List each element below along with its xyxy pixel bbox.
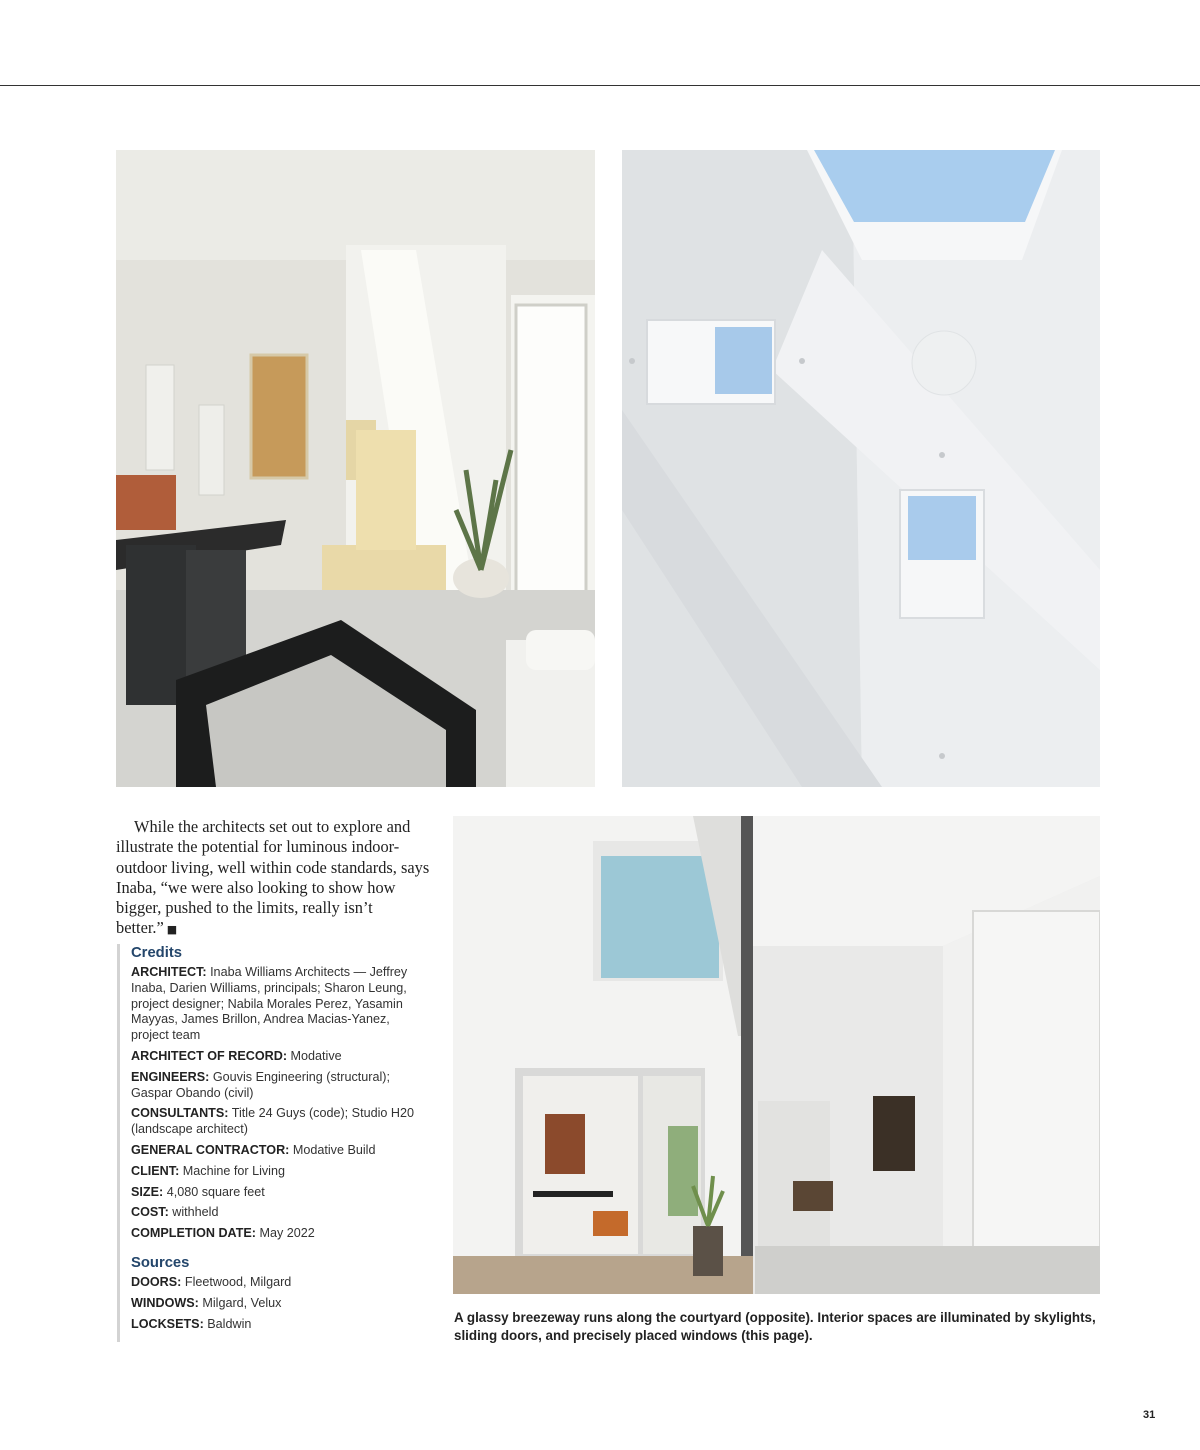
source-value: Baldwin bbox=[207, 1316, 252, 1331]
source-label: DOORS: bbox=[131, 1274, 182, 1289]
credit-value: Modative bbox=[290, 1048, 342, 1063]
sources-heading: Sources bbox=[131, 1254, 190, 1271]
credit-value: Inaba Williams Architects — Jeffrey Inaba, Darien Williams, principals; Sharon Leung, project designer; Nabila Morales Perez, Yasamin Mayyas, James Brillon, Andrea Macias-Yanez, project team bbox=[131, 965, 408, 1043]
credit-value: 4,080 square feet bbox=[166, 1184, 265, 1199]
credit-item bbox=[131, 1106, 427, 1138]
article-body-paragraph bbox=[116, 817, 434, 941]
credit-label: CONSULTANTS: bbox=[131, 1106, 229, 1121]
source-item bbox=[131, 1317, 427, 1333]
page-number: 31 bbox=[1143, 1409, 1156, 1421]
credit-item bbox=[131, 1070, 427, 1102]
source-value: Milgard, Velux bbox=[202, 1295, 282, 1310]
source-item bbox=[131, 1275, 427, 1291]
credit-item bbox=[131, 1143, 427, 1159]
source-label: WINDOWS: bbox=[131, 1295, 199, 1310]
credit-item bbox=[131, 1205, 427, 1221]
credit-value: Title 24 Guys (code); Studio H20 (landscape architect) bbox=[131, 1106, 414, 1137]
end-mark-icon: ■ bbox=[166, 923, 178, 937]
header-rule bbox=[0, 85, 1200, 86]
credit-value: Modative Build bbox=[292, 1142, 376, 1157]
photo-caption: A glassy breezeway runs along the courtyard (opposite). Interior spaces are illuminated by skylights, sliding doors, and precisely placed windows (this page). bbox=[454, 1310, 1096, 1343]
credit-label: ARCHITECT OF RECORD: bbox=[131, 1048, 288, 1063]
courtyard-breezeway-photo bbox=[453, 816, 1100, 1294]
credit-item bbox=[131, 1164, 427, 1180]
source-item bbox=[131, 1296, 427, 1312]
credit-value: May 2022 bbox=[259, 1226, 315, 1241]
credit-value: Gouvis Engineering (structural); Gaspar Obando (civil) bbox=[131, 1069, 390, 1100]
skylight-photo bbox=[622, 150, 1100, 787]
credit-label: COMPLETION DATE: bbox=[131, 1226, 256, 1241]
credits-heading: Credits bbox=[131, 945, 182, 961]
credit-label: ARCHITECT: bbox=[131, 965, 207, 979]
source-value: Fleetwood, Milgard bbox=[184, 1274, 292, 1289]
body-text: While the architects set out to explore and illustrate the potential for luminous indoor-outdoor living, well within code standards, says Inaba, “we were also looking to show how bigger, pushed to the limits, really isn’t better.” bbox=[116, 817, 430, 938]
credit-item bbox=[131, 1049, 427, 1065]
credits-box bbox=[117, 944, 427, 1342]
credit-item bbox=[131, 1185, 427, 1201]
source-label: LOCKSETS: bbox=[131, 1316, 204, 1331]
interior-stair-photo bbox=[116, 150, 595, 787]
credit-value: withheld bbox=[172, 1205, 219, 1220]
credit-label: CLIENT: bbox=[131, 1163, 180, 1178]
credit-value: Machine for Living bbox=[182, 1163, 285, 1178]
credit-label: SIZE: bbox=[131, 1184, 164, 1199]
credit-label: GENERAL CONTRACTOR: bbox=[131, 1142, 290, 1157]
credit-item bbox=[131, 1226, 427, 1242]
credit-label: ENGINEERS: bbox=[131, 1069, 210, 1084]
credit-label: COST: bbox=[131, 1205, 169, 1220]
credit-item bbox=[131, 965, 427, 1044]
